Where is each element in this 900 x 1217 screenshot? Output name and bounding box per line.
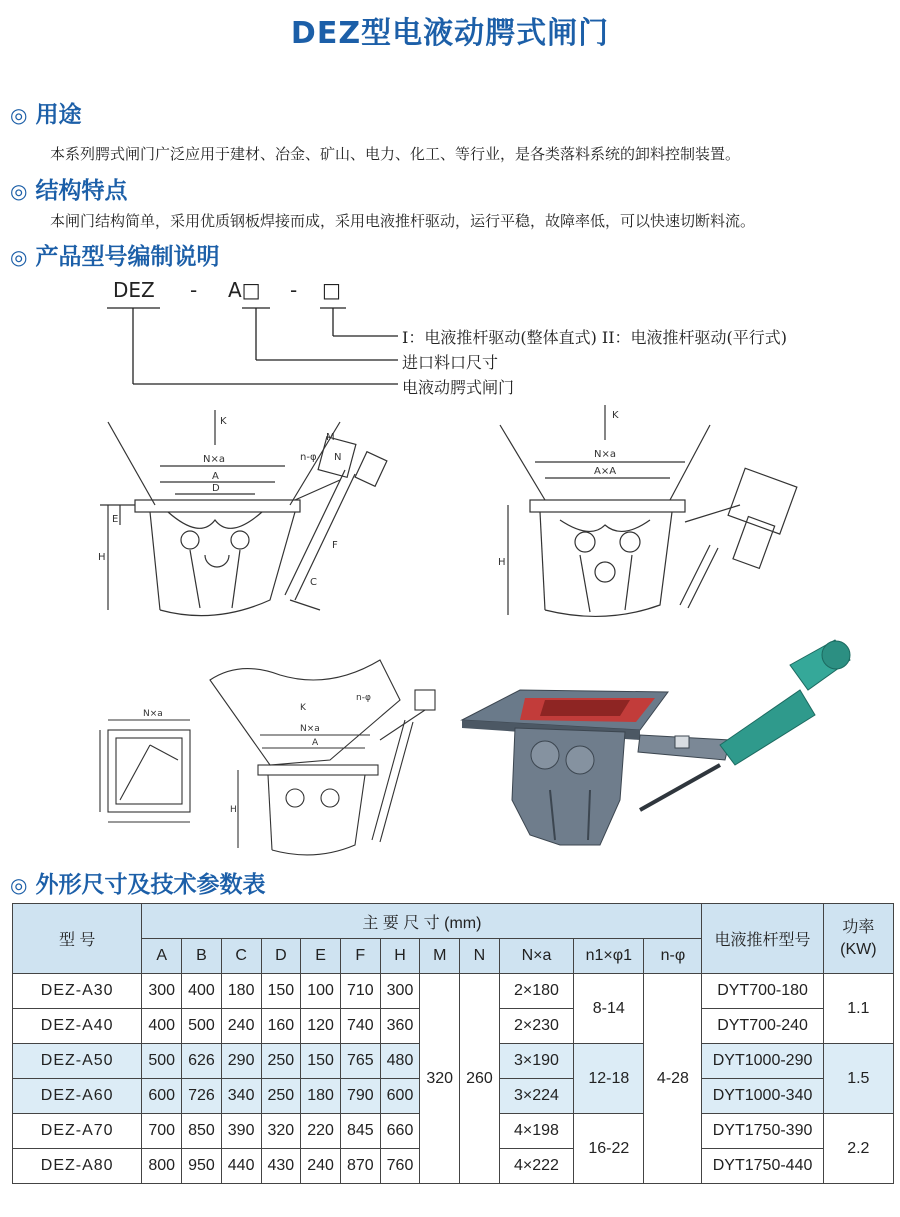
- cell-f: 765: [340, 1044, 380, 1079]
- cell-b: 400: [182, 974, 222, 1009]
- cell-model: DEZ-A70: [13, 1114, 142, 1149]
- cell-nphi-shared: 4-28: [644, 974, 702, 1184]
- label-h-1: H: [98, 552, 106, 563]
- cell-model: DEZ-A40: [13, 1009, 142, 1044]
- cell-b: 500: [182, 1009, 222, 1044]
- th-main-dims: 主 要 尺 寸 (mm): [142, 904, 702, 939]
- cell-nxa: 2×180: [499, 974, 573, 1009]
- th-col-n: N: [460, 939, 500, 974]
- cell-f: 740: [340, 1009, 380, 1044]
- th-col-nxa: N×a: [499, 939, 573, 974]
- code-label-drive: I：电液推杆驱动(整体直式) II：电液推杆驱动(平行式): [402, 328, 788, 347]
- label-e-1: E: [112, 514, 119, 525]
- cell-model: DEZ-A50: [13, 1044, 142, 1079]
- cell-model: DEZ-A80: [13, 1149, 142, 1184]
- cell-n1phi1-group2: 12-18: [574, 1044, 644, 1114]
- cell-model: DEZ-A30: [13, 974, 142, 1009]
- cell-c: 240: [221, 1009, 261, 1044]
- page-title: DEZ型电液动腭式闸门: [290, 16, 610, 51]
- label-h-2: H: [498, 557, 506, 568]
- label-f-1: F: [332, 540, 338, 551]
- label-d-1: D: [212, 483, 220, 494]
- cell-c: 340: [221, 1079, 261, 1114]
- label-nxa-3: N×a: [300, 724, 320, 734]
- label-a-1: A: [212, 471, 219, 482]
- cell-nxa: 4×198: [499, 1114, 573, 1149]
- cell-h: 760: [380, 1149, 420, 1184]
- code-dash-1: -: [190, 278, 198, 302]
- label-k-2: K: [612, 410, 619, 421]
- cell-c: 440: [221, 1149, 261, 1184]
- label-nxa-2: N×a: [594, 449, 616, 460]
- label-k-3: K: [300, 703, 306, 713]
- cell-f: 870: [340, 1149, 380, 1184]
- code-dash-2: -: [290, 278, 298, 302]
- cell-d: 250: [261, 1079, 301, 1114]
- cell-h: 480: [380, 1044, 420, 1079]
- th-col-c: C: [221, 939, 261, 974]
- spec-table-wrap: [12, 903, 894, 1184]
- cell-nxa: 4×222: [499, 1149, 573, 1184]
- cell-a: 300: [142, 974, 182, 1009]
- cell-a: 700: [142, 1114, 182, 1149]
- cell-d: 160: [261, 1009, 301, 1044]
- cell-m-shared: 320: [420, 974, 460, 1184]
- cell-c: 180: [221, 974, 261, 1009]
- cell-b: 626: [182, 1044, 222, 1079]
- cell-e: 180: [301, 1079, 341, 1114]
- cell-b: 850: [182, 1114, 222, 1149]
- label-nxa-3a: N×a: [143, 709, 163, 719]
- th-model: 型 号: [13, 904, 142, 974]
- code-leader-lines: [107, 308, 398, 384]
- th-col-a: A: [142, 939, 182, 974]
- code-part-a: A□: [228, 278, 261, 302]
- cell-actuator: DYT700-180: [702, 974, 823, 1009]
- cell-nxa: 3×190: [499, 1044, 573, 1079]
- cell-c: 390: [221, 1114, 261, 1149]
- cell-nxa: 3×224: [499, 1079, 573, 1114]
- th-col-m: M: [420, 939, 460, 974]
- section-table-heading: [10, 866, 265, 899]
- th-col-e: E: [301, 939, 341, 974]
- cell-actuator: DYT1000-290: [702, 1044, 823, 1079]
- cell-model: DEZ-A60: [13, 1079, 142, 1114]
- usage-text: 本系列腭式闸门广泛应用于建材、冶金、矿山、电力、化工、等行业，是各类落料系统的卸料控制装置。: [50, 145, 741, 163]
- cell-power-group2: 1.5: [823, 1044, 893, 1114]
- th-col-nphi: n-φ: [644, 939, 702, 974]
- drawing-side-view-2: [500, 405, 797, 616]
- double-circle-icon: ◎: [10, 245, 28, 269]
- cell-h: 300: [380, 974, 420, 1009]
- cell-f: 845: [340, 1114, 380, 1149]
- label-c-1: C: [310, 577, 317, 588]
- cell-actuator: DYT1000-340: [702, 1079, 823, 1114]
- drawing-plan-view: [100, 720, 190, 822]
- th-col-h: H: [380, 939, 420, 974]
- product-photo: [462, 640, 850, 845]
- cell-actuator: DYT1750-440: [702, 1149, 823, 1184]
- cell-e: 120: [301, 1009, 341, 1044]
- cell-a: 800: [142, 1149, 182, 1184]
- cell-n1phi1-group1: 8-14: [574, 974, 644, 1044]
- cell-actuator: DYT700-240: [702, 1009, 823, 1044]
- th-col-f: F: [340, 939, 380, 974]
- section-table-title: 外形尺寸及技术参数表: [35, 872, 266, 898]
- code-part-type: □: [322, 278, 341, 302]
- section-structure-title: 结构特点: [35, 178, 128, 204]
- label-k-1: K: [220, 416, 227, 427]
- drawing-side-view-3: [210, 660, 435, 855]
- cell-n-shared: 260: [460, 974, 500, 1184]
- cell-f: 790: [340, 1079, 380, 1114]
- label-nphi-3: n-φ: [356, 693, 371, 703]
- cell-e: 240: [301, 1149, 341, 1184]
- label-axa-2: A×A: [594, 466, 617, 477]
- cell-e: 220: [301, 1114, 341, 1149]
- cell-power-group1: 1.1: [823, 974, 893, 1044]
- cell-h: 600: [380, 1079, 420, 1114]
- cell-d: 150: [261, 974, 301, 1009]
- label-nxa-1: N×a: [203, 454, 225, 465]
- cell-h: 360: [380, 1009, 420, 1044]
- label-a-3: A: [312, 738, 319, 748]
- label-h-3: H: [230, 805, 237, 815]
- label-n-1: N: [334, 452, 342, 463]
- th-actuator: 电液推杆型号: [702, 904, 823, 974]
- cell-e: 100: [301, 974, 341, 1009]
- cell-actuator: DYT1750-390: [702, 1114, 823, 1149]
- double-circle-icon: ◎: [10, 103, 28, 127]
- cell-nxa: 2×230: [499, 1009, 573, 1044]
- double-circle-icon: ◎: [10, 873, 28, 897]
- cell-a: 500: [142, 1044, 182, 1079]
- structure-text: 本闸门结构简单，采用优质钢板焊接而成，采用电液推杆驱动，运行平稳，故障率低，可以快速切断料流。: [50, 212, 756, 230]
- label-nphi-1: n-φ: [300, 452, 317, 463]
- table-row: [13, 974, 894, 1009]
- label-m-1: M: [326, 432, 335, 443]
- th-col-b: B: [182, 939, 222, 974]
- cell-power-group3: 2.2: [823, 1114, 893, 1184]
- section-model-code-title: 产品型号编制说明: [35, 244, 220, 270]
- spec-table: [12, 903, 894, 1184]
- cell-d: 320: [261, 1114, 301, 1149]
- cell-e: 150: [301, 1044, 341, 1079]
- cell-d: 250: [261, 1044, 301, 1079]
- th-col-d: D: [261, 939, 301, 974]
- cell-b: 950: [182, 1149, 222, 1184]
- cell-a: 400: [142, 1009, 182, 1044]
- double-circle-icon: ◎: [10, 179, 28, 203]
- th-col-n1phi1: n1×φ1: [574, 939, 644, 974]
- cell-b: 726: [182, 1079, 222, 1114]
- cell-d: 430: [261, 1149, 301, 1184]
- cell-a: 600: [142, 1079, 182, 1114]
- code-part-dez: DEZ: [113, 278, 155, 302]
- cell-f: 710: [340, 974, 380, 1009]
- cell-n1phi1-group3: 16-22: [574, 1114, 644, 1184]
- drawing-side-view-1: [100, 410, 387, 616]
- code-label-size: 进口料口尺寸: [402, 353, 499, 372]
- cell-c: 290: [221, 1044, 261, 1079]
- code-label-name: 电液动腭式闸门: [402, 378, 515, 397]
- section-usage-title: 用途: [35, 102, 82, 128]
- th-power: 功率 (KW): [823, 904, 893, 974]
- cell-h: 660: [380, 1114, 420, 1149]
